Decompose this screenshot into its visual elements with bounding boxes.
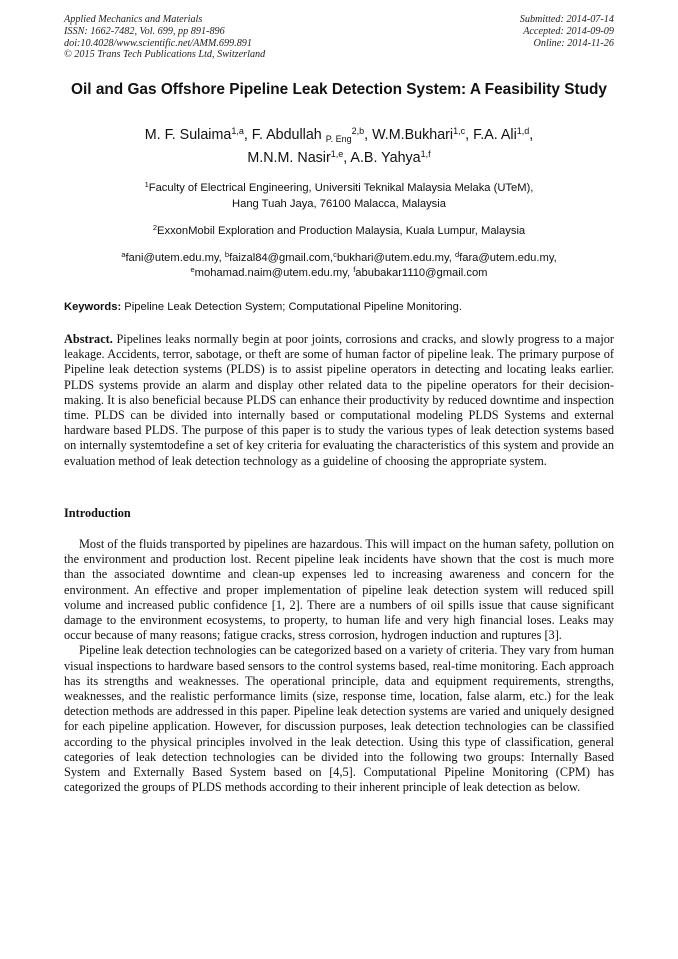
abstract bbox=[64, 332, 614, 469]
introduction-body bbox=[64, 537, 614, 795]
email-mark: d bbox=[454, 250, 460, 259]
author-separator: , bbox=[343, 150, 351, 166]
affiliation-1 bbox=[64, 180, 614, 212]
author-affiliation-mark: 1,d bbox=[516, 126, 530, 136]
author-line-2 bbox=[40, 147, 638, 170]
keywords-label: Keywords: bbox=[64, 301, 122, 313]
journal-info bbox=[64, 14, 265, 61]
author-name: F. Abdullah bbox=[251, 127, 322, 143]
author-separator: , bbox=[243, 127, 252, 143]
affiliation-text: ExxonMobil Exploration and Production Malaysia, Kuala Lumpur, Malaysia bbox=[157, 225, 526, 237]
author-line-1 bbox=[40, 124, 638, 147]
author-affiliation-mark: 1,e bbox=[330, 149, 344, 159]
author-title-suffix: P. Eng bbox=[325, 134, 352, 144]
keywords bbox=[64, 300, 614, 315]
author-affiliation-mark: 1,f bbox=[420, 149, 431, 159]
accepted-date: Accepted: 2014-09-09 bbox=[523, 25, 614, 37]
email-mark: c bbox=[333, 250, 337, 259]
email-list bbox=[64, 251, 614, 280]
author-name: W.M.Bukhari bbox=[372, 127, 454, 143]
email-link[interactable]: mohamad.naim@utem.edu.my, bbox=[194, 266, 354, 279]
online-date: Online: 2014-11-26 bbox=[533, 37, 614, 49]
author-affiliation-mark: 1,c bbox=[453, 126, 466, 136]
email-link[interactable]: bukhari@utem.edu.my, bbox=[336, 252, 455, 264]
email-mark: a bbox=[121, 250, 126, 259]
affiliation-mark: 2 bbox=[152, 223, 158, 232]
paragraph: Pipeline leak detection technologies can be categorized based on a variety of criteria. They vary from human visual inspections to hardware based sensors to the control systems based, real-time monitoring. Each approach has its strengths and weaknesses. The operational principle, data and equipment requirements, strengths, weaknesses, and the realistic performance limits (size, response time, location, false alarm, etc.) for the leak detection methods are addressed in this paper. Pipeline leak detection systems are varied and uniquely designed for each pipeline application. However, for discussion purposes, leak detection technologies can be classified according to the physical principles involved in the leak detection. Using this type of classification, general categories of leak detection technologies can be divided into the following two groups: Internally Based System and Externally Based System based on [4,5]. Computational Pipeline Monitoring (CPM) has categorized the groups of PLDS methods according to their inherent principle of leak detection as below. bbox=[64, 643, 614, 795]
author-name: M.N.M. Nasir bbox=[247, 150, 331, 166]
author-list bbox=[40, 124, 638, 170]
abstract-text: Pipelines leaks normally begin at poor joints, corrosions and cracks, and slowly progress to a major leakage. Accidents, terror, sabotage, or theft are some of human factor of pipeline leak. The primary purpose of Pipeline leak detection systems (PLDS) is to assist pipeline operators in detecting and locating leaks earlier. PLDS systems provide an alarm and display other related data to the pipeline operators for their decision-making. It is also beneficial because PLDS can enhance their productivity by reduced downtime and inspection time. PLDS can be divided into internally based or computational modeling PLDS Systems and external hardware based PLDS. The purpose of this paper is to study the various types of leak detection systems based on internally systemtodefine a set of key criteria for evaluating the characteristics of this system and provide an evaluation method of leak detection technology as a guideline of choosing the appropriate system. bbox=[64, 332, 614, 468]
author-separator: , bbox=[465, 127, 474, 143]
email-link[interactable]: fara@utem.edu.my, bbox=[459, 252, 557, 264]
author-separator: , bbox=[529, 127, 534, 143]
journal-issn: ISSN: 1662-7482, Vol. 699, pp 891-896 bbox=[64, 25, 225, 37]
paper-title: Oil and Gas Offshore Pipeline Leak Detection System: A Feasibility Study bbox=[71, 81, 607, 98]
paragraph: Most of the fluids transported by pipelines are hazardous. This will impact on the human safety, pollution on the environment and production lost. Recent pipeline leak incidents have shown that the cost is much more than the associated downtime and clean-up expenses led to increasing awareness and concern for the environment. An effective and proper implementation of pipeline leak detection system will reduced spill volume and increased public confidence [1, 2]. There are a numbers of oil spills issue that cause significant damage to the environment ecosystems, to property, to human life and very high financial loses. Leaks may occur because of many reasons; fatigue cracks, stress corrosion, hydrogen induction and ruptures [3]. bbox=[64, 537, 614, 643]
author-name: M. F. Sulaima bbox=[144, 127, 232, 143]
affiliation-text: Faculty of Electrical Engineering, Universiti Teknikal Malaysia Melaka (UTeM), bbox=[148, 182, 534, 194]
email-mark: b bbox=[224, 250, 230, 259]
affiliation-2 bbox=[64, 223, 614, 239]
email-link[interactable]: abubakar1110@gmail.com bbox=[355, 266, 488, 279]
journal-name: Applied Mechanics and Materials bbox=[64, 14, 203, 25]
email-link[interactable]: faizal84@gmail.com, bbox=[229, 252, 334, 264]
journal-copyright: © 2015 Trans Tech Publications Ltd, Switzerland bbox=[64, 49, 266, 61]
email-mark: e bbox=[190, 264, 195, 274]
abstract-label: Abstract. bbox=[64, 332, 113, 346]
email-link[interactable]: fani@utem.edu.my, bbox=[125, 252, 225, 264]
author-affiliation-mark: 2,b bbox=[351, 126, 365, 136]
affiliation-mark: 1 bbox=[144, 180, 149, 189]
submission-dates bbox=[520, 14, 614, 49]
author-name: F.A. Ali bbox=[473, 127, 517, 143]
author-separator: , bbox=[364, 127, 373, 143]
submitted-date: Submitted: 2014-07-14 bbox=[519, 14, 614, 25]
author-affiliation-mark: 1,a bbox=[231, 126, 244, 136]
email-mark: f bbox=[353, 264, 356, 274]
journal-doi: doi:10.4028/www.scientific.net/AMM.699.891 bbox=[64, 37, 252, 49]
author-name: A.B. Yahya bbox=[350, 150, 421, 166]
keywords-text: Pipeline Leak Detection System; Computational Pipeline Monitoring. bbox=[121, 301, 462, 313]
section-heading: Introduction bbox=[64, 506, 131, 520]
affiliation-address: Hang Tuah Jaya, 76100 Malacca, Malaysia bbox=[232, 198, 446, 210]
